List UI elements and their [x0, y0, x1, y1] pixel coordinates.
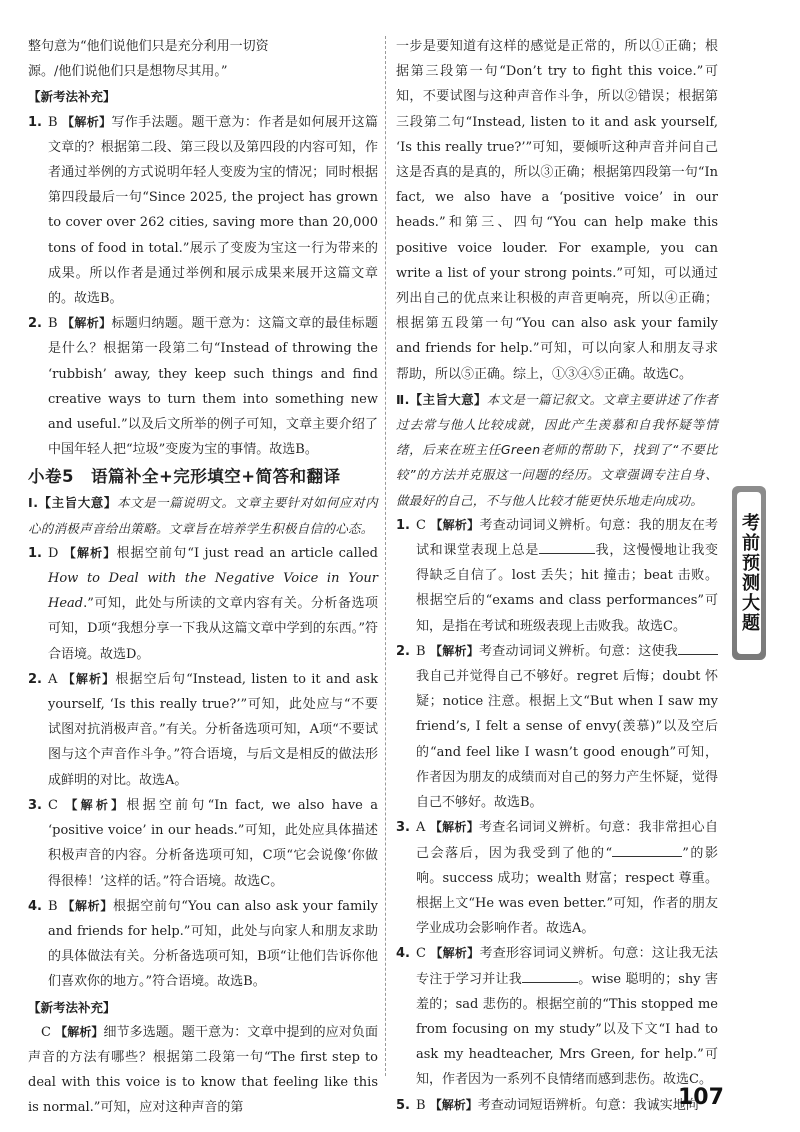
analysis-tag: 【解析】 [429, 643, 480, 658]
analysis-tag: 【解析】 [62, 114, 112, 129]
side-tab-label: 考前预测大题 [737, 492, 761, 654]
analysis-tag: 【解析】 [62, 671, 116, 686]
answer-item-qc: C 【解析】细节多选题。题干意为：文章中提到的应对负面声音的方法有哪些？根据第二段第一句“The first step to deal with this voice is to know that feeling like this is normal.”可知，应对这种声音的第 [28, 1024, 378, 1116]
intro-line-1: 整句意为“他们说他们只是充分利用一切资 [28, 39, 269, 54]
answer-text: 根据空后句“Instead, listen to it and ask yourself, ‘Is this really true?’”可知，此处应与“不要试图对抗消极声音。”有关。分析备选项可知，A项“不要试图与这个声音作斗争。”符合语境，与后文是相反的做法形成鲜明的对比。故选A。 [48, 671, 378, 788]
item-number: 4. [28, 898, 42, 914]
answer-text: 根据空前句“In fact, we also have a ‘positive voice’ in our heads.”可知，此处应具体描述积极声音的内容。分析备选项可知，C项“它会说像‘你做得很棒！’这样的话。”符合语境。故选C。 [48, 797, 378, 889]
answer-blank [539, 539, 595, 554]
intro-line-2: 源。/他们说他们只是想物尽其用。” [28, 64, 228, 80]
answer-text: 考查动词短语辨析。句意：我诚实地向 [477, 1097, 699, 1113]
answer-blank [522, 968, 578, 983]
analysis-tag: 【解析】 [62, 898, 113, 913]
right-column [396, 34, 718, 1118]
item-number: 1. [396, 517, 410, 533]
answer-text: 标题归纳题。题干意为：这篇文章的最佳标题是什么？根据第一段第二句“Instead of throwing the ‘rubbish’ away, they keep such things and find creative ways to turn them into something new and useful.”以及后文所举的例子可知，文章主要介绍了中国年轻人把“垃圾”变废为宝的事情。故选B。 [48, 316, 378, 458]
answer-item-1: 1. B 【解析】写作手法题。题干意为：作者是如何展开这篇文章的？根据第二段、第三段以及第四段的内容可知，作者通过举例的方式说明年轻人变废为宝的情况；同时根据第四段最后一句“Since 2025, the project has grown to cover over 262 cities, saving more than 20,000 tons of food in total.”展示了变废为宝这一行为带来的成果。所以作者是通过举例和展示成果来展开这篇文章的。故选B。 [28, 110, 378, 312]
analysis-tag: 【解析】 [429, 820, 479, 835]
column-divider [385, 36, 386, 1076]
answer-blank [612, 842, 682, 857]
item-number: 1. [28, 545, 42, 561]
answer-item-q3: 3. C 【解析】根据空前句“In fact, we also have a ‘positive voice’ in our heads.”可知，此处应具体描述积极声音的内容。分析备选项可知，C项“它会说像‘你做得很棒！’这样的话。”符合语境。故选C。 [28, 793, 378, 894]
continued-text: 一步是要知道有这样的感觉是正常的，所以①正确；根据第三段第一句“Don’t try to fight this voice.”可知，不要试图与这种声音作斗争，所以②错误；根据第三段第二句“Instead, listen to it and ask yourself, ‘Is this really true?’”可知，要倾听这种声音并问自己这是否真的是真的，所以③正确；根据第四段第一句“In fact, we also have a ‘positive voice’ in our heads.”和第三、四句“You can help make this positive voice louder. For example, you can write a list of your strong points.”可知，可以通过列出自己的优点来让积极的声音更响亮，所以④正确；根据第五段第一句“You can also ask your family and friends for help.”可知，可以向家人和朋友寻求帮助，所以⑤正确。综上，①③④⑤正确。故选C。 [396, 39, 718, 382]
analysis-tag: 【解析】 [62, 316, 112, 331]
answer-item-r3: 3. A 【解析】考查名词词义辨析。句意：我非常担心自己会落后，因为我受到了他的“ ”的影响。success 成功；wealth 财富；respect 尊重。根据上文“He was even better.”可知，作者的朋友学业成功会影响作者。故选A。 [396, 815, 718, 941]
answer-blank [678, 640, 718, 655]
summary-text: 本文是一篇记叙文。文章主要讲述了作者过去常与他人比较成就，因此产生羡慕和自我怀疑等情绪，后来在班主任Green老师的帮助下，找到了“不要比较”的方法并克服这一问题的经历。文章强调专注自身、做最好的自己，不与他人比较才能更快乐地走向成功。 [396, 391, 719, 508]
answer-text: 写作手法题。题干意为：作者是如何展开这篇文章的？根据第二段、第三段以及第四段的内容可知，作者通过举例的方式说明年轻人变废为宝的情况；同时根据第四段最后一句“Since 2025, the project has grown to cover over 262 cities, saving more than 20,000 tons of food in total.”展示了变废为宝这一行为带来的成果。所以作者是通过举例和展示成果来展开这篇文章的。故选B。 [48, 114, 378, 307]
summary-text: 本文是一篇说明文。文章主要针对如何应对内心的消极声音给出策略。文章旨在培养学生积极自信的心态。 [28, 495, 378, 536]
supplement-label: 【新考法补充】 [28, 89, 116, 105]
analysis-tag: 【解析】 [55, 1024, 104, 1039]
analysis-tag: 【解析】 [63, 545, 117, 560]
item-number: 2. [396, 643, 410, 659]
item-number: 5. [396, 1097, 410, 1113]
item-number: 3. [28, 797, 42, 813]
answer-item-r4: 4. C 【解析】考查形容词词义辨析。句意：这让我无法专注于学习并让我 。wise 聪明的；shy 害羞的；sad 悲伤的。根据空前的“This stopped me from focusing on my study”以及下文“I had to ask my headteacher, Mrs Green, for help.”可知，作者因为一系列不良情绪而感到悲伤。故选C。 [396, 941, 718, 1092]
analysis-tag: 【解析】 [430, 946, 480, 961]
summary-block-1 [28, 490, 378, 540]
left-column [28, 34, 378, 1121]
item-number: 3. [396, 820, 410, 836]
answer-item-q1: 1. D 【解析】根据空前句“I just read an article called How to Deal with the Negative Voice in Your Head.”可知，此处与所读的文章内容有关。分析备选项可知，D项“我想分享一下我从这篇文章中学到的东西。”符合语境。故选D。 [28, 541, 378, 667]
analysis-tag: 【解析】 [429, 1097, 478, 1112]
page-number: 107 [678, 1085, 724, 1110]
summary-tag: Ⅱ.【主旨大意】 [396, 391, 487, 407]
article-title: How to Deal with the Negative Voice in Your Head [48, 571, 378, 612]
answer-item-r5: 5. B 【解析】考查动词短语辨析。句意：我诚实地向 [396, 1093, 718, 1118]
answer-item-q4: 4. B 【解析】根据空前句“You can also ask your family and friends for help.”可知，此处与向家人和朋友求助的具体做法有关。分析备选项可知，B项“让他们告诉你他们喜欢你的地方。”符合语境。故选B。 [28, 894, 378, 995]
item-number: 2. [28, 316, 42, 332]
summary-block-2 [396, 387, 718, 513]
section-title: 小卷5 语篇补全+完形填空+简答和翻译 [28, 467, 341, 487]
analysis-tag: 【解析】 [430, 517, 480, 532]
item-number: 4. [396, 946, 410, 962]
answer-item-2: 2. B 【解析】标题归纳题。题干意为：这篇文章的最佳标题是什么？根据第一段第二句“Instead of throwing the ‘rubbish’ away, they keep such things and find creative ways to turn them into something new and useful.”以及后文所举的例子可知，文章主要介绍了中国年轻人把“垃圾”变废为宝的事情。故选B。 [28, 311, 378, 462]
supplement-label: 【新考法补充】 [28, 999, 116, 1015]
item-number: 1. [28, 114, 42, 130]
side-tab [732, 486, 766, 660]
answer-item-r1: 1. C 【解析】考查动词词义辨析。句意：我的朋友在考试和课堂表现上总是 我，这慢慢地让我变得缺乏自信了。lost 丢失；hit 撞击；beat 击败。根据空后的“exams and class performances”可知，是指在考试和班级表现上击败我。故选C。 [396, 513, 718, 639]
summary-tag: Ⅰ.【主旨大意】 [28, 495, 117, 511]
answer-text: 根据空前句“You can also ask your family and friends for help.”可知，此处与向家人和朋友求助的具体做法有关。分析备选项可知，B项“让他们告诉你他们喜欢你的地方。”符合语境。故选B。 [48, 898, 378, 990]
answer-item-q2: 2. A 【解析】根据空后句“Instead, listen to it and ask yourself, ‘Is this really true?’”可知，此处应与“不要试图对抗消极声音。”有关。分析备选项可知，A项“不要试图与这个声音作斗争。”符合语境，与后文是相反的做法形成鲜明的对比。故选A。 [28, 667, 378, 793]
answer-text: 细节多选题。题干意为：文章中提到的应对负面声音的方法有哪些？根据第二段第一句“The first step to deal with this voice is to know that feeling like this is normal.”可知，应对这种声音的第 [28, 1024, 378, 1116]
item-number: 2. [28, 671, 42, 687]
answer-item-r2: 2. B 【解析】考查动词词义辨析。句意：这使我我自己并觉得自己不够好。regret 后悔；doubt 怀疑；notice 注意。根据上文“But when I saw my friend’s, I felt a sense of envy(羡慕)”以及空后的“and feel like I wasn’t good enough”可知，作者因为朋友的成绩而对自己的努力产生怀疑，觉得自己不够好。故选B。 [396, 639, 718, 815]
analysis-tag: 【解析】 [65, 797, 127, 812]
